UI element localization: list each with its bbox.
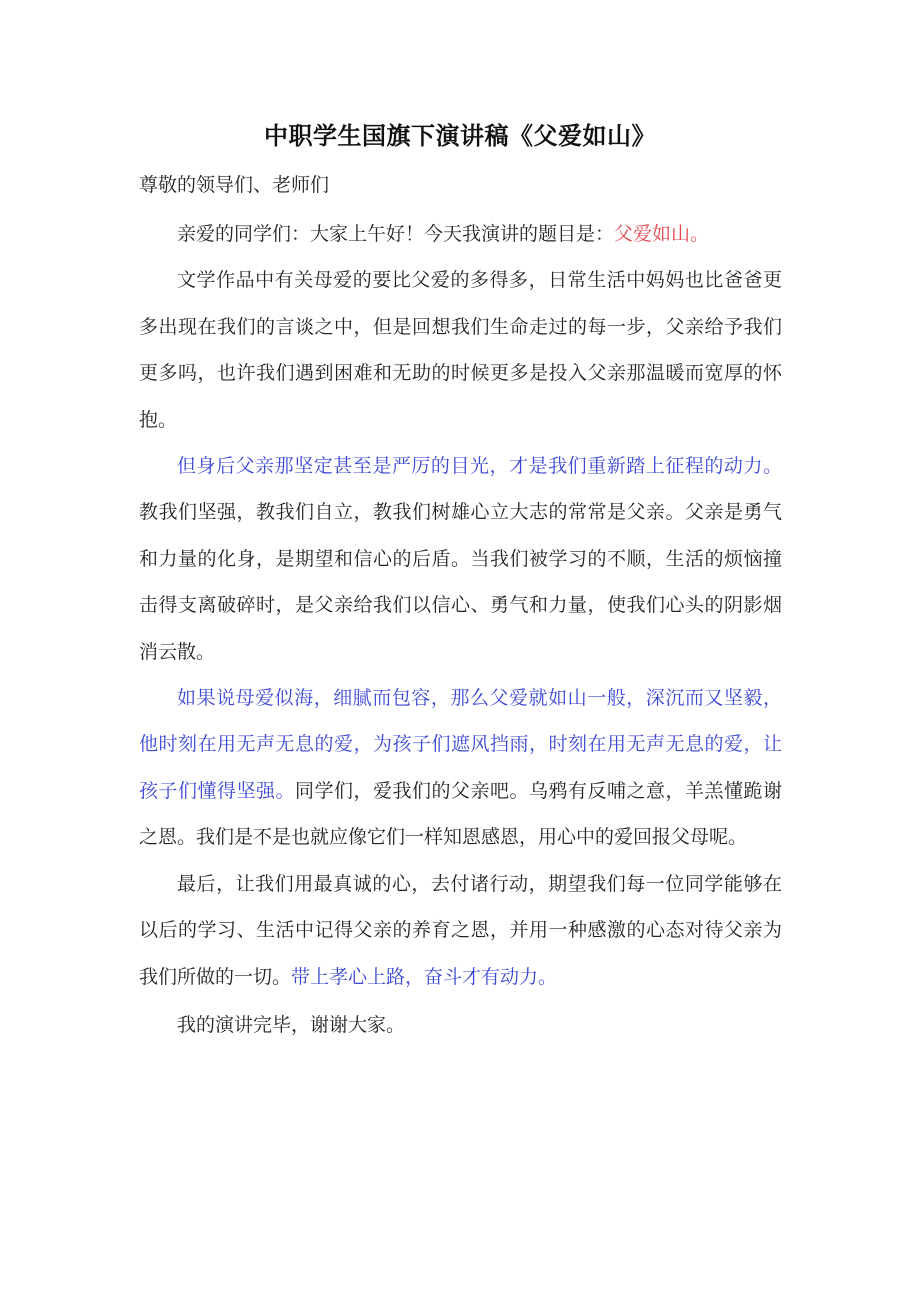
page-title: 中职学生国旗下演讲稿《父爱如山》 xyxy=(264,122,656,150)
paragraph-closing xyxy=(139,861,782,1000)
greeting-text: 亲爱的同学们：大家上午好！今天我演讲的题目是： xyxy=(177,223,615,245)
speech-body xyxy=(139,211,782,1048)
paragraph-intro xyxy=(139,257,782,443)
paragraph-mountain-love xyxy=(139,675,782,861)
speech-topic-highlight: 父爱如山。 xyxy=(614,223,710,245)
paragraph-thanks xyxy=(139,1002,782,1048)
salutation: 尊敬的领导们、老师们 xyxy=(139,174,330,196)
closing-text: 最后，让我们用最真诚的心，去付诸行动，期望我们每一位同学能够在以后的学习、生活中记得父亲的养育之恩，并用一种感激的心态对待父亲为我们所做的一切。 xyxy=(139,872,782,988)
paragraph-greeting xyxy=(139,211,782,257)
mountain-love-highlight: 如果说母爱似海，细腻而包容，那么父爱就如山一般，深沉而又坚毅，他时刻在用无声无息的爱，为孩子们遮风挡雨，时刻在用无声无息的爱，让孩子们懂得坚强。 xyxy=(139,687,782,802)
thanks-text: 我的演讲完毕，谢谢大家。 xyxy=(177,1013,406,1036)
closing-highlight: 带上孝心上路，奋斗才有动力。 xyxy=(291,965,558,988)
father-strength-text: 教我们坚强，教我们自立，教我们树雄心立大志的常常是父亲。父亲是勇气和力量的化身，是期望和信心的后盾。当我们被学习的不顺，生活的烦恼撞击得支离破碎时，是父亲给我们以信心、勇气和力量，使我们心头的阴影烟消云散。 xyxy=(139,501,782,663)
paragraph-father-strength xyxy=(139,443,782,675)
father-strength-highlight: 但身后父亲那坚定甚至是严厉的目光，才是我们重新踏上征程的动力。 xyxy=(177,455,782,478)
mountain-love-text: 同学们，爱我们的父亲吧。乌鸦有反哺之意，羊羔懂跪谢之恩。我们是不是也就应像它们一样知恩感恩，用心中的爱回报父母呢。 xyxy=(139,779,782,849)
intro-text: 文学作品中有关母爱的要比父爱的多得多，日常生活中妈妈也比爸爸更多出现在我们的言谈之中，但是回想我们生命走过的每一步，父亲给予我们更多吗，也许我们遇到困难和无助的时候更多是投入父亲那温暖而宽厚的怀抱。 xyxy=(139,269,782,431)
